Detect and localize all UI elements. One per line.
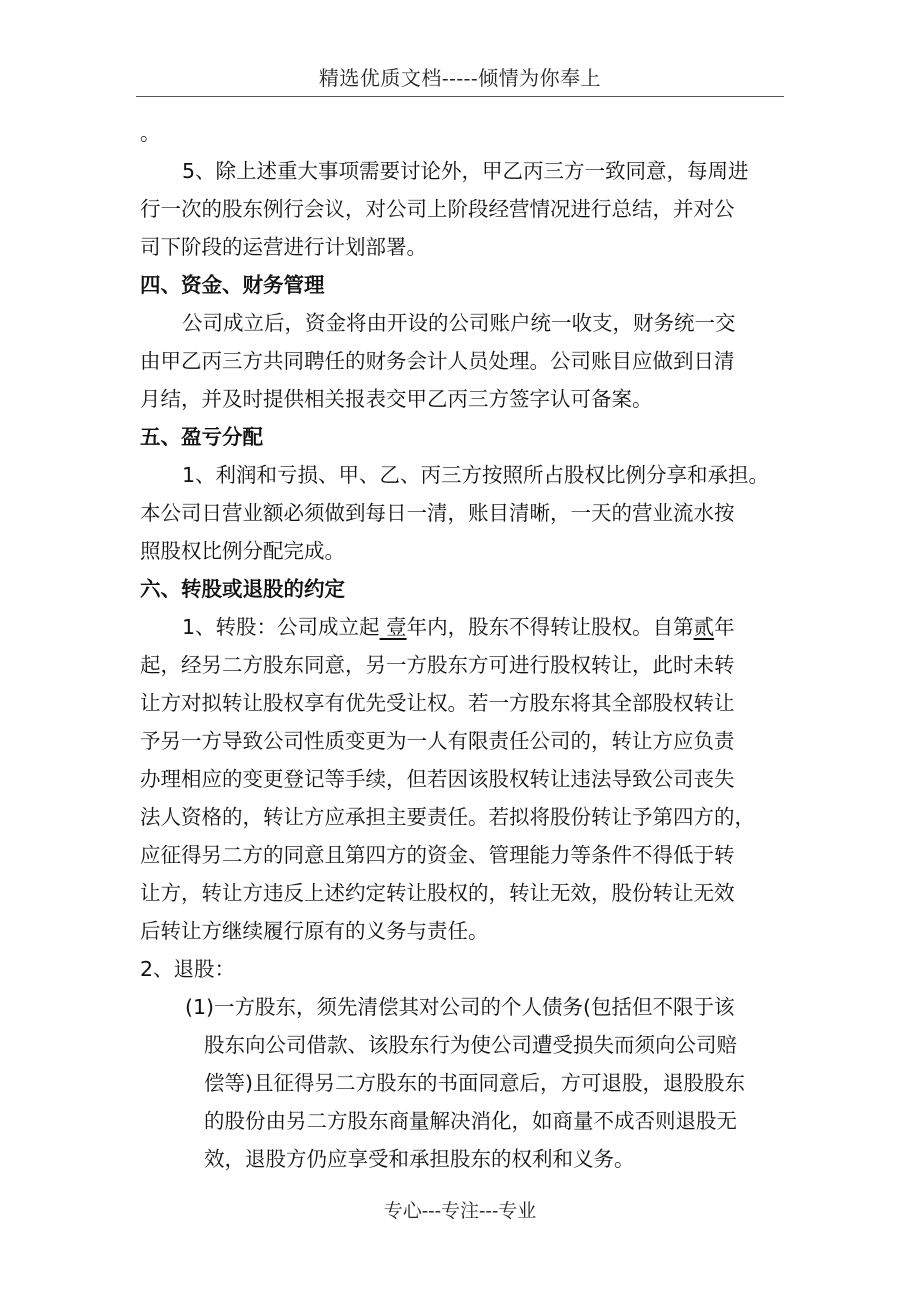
profit-paragraph: 1、利润和亏损、甲、乙、丙三方按照所占股权比例分享和承担。 — [182, 463, 770, 487]
transfer-text: 年 — [714, 615, 735, 639]
text-line: 行一次的股东例行会议，对公司上阶段经营情况进行总结，并对公 — [140, 197, 735, 221]
section-heading-transfer: 六、转股或退股的约定 — [140, 577, 345, 601]
text-line: 照股权比例分配完成。 — [140, 539, 345, 563]
underlined-year-one: 壹 — [379, 615, 407, 639]
transfer-clause-line — [140, 608, 785, 646]
withdrawal-heading: 2、退股： — [140, 957, 236, 981]
text-line: 后转让方继续履行原有的义务与责任。 — [140, 919, 489, 943]
text-line: 让方，转让方违反上述约定转让股权的，转让无效，股份转让无效 — [140, 881, 735, 905]
text-line: 予另一方导致公司性质变更为一人有限责任公司的，转让方应负责 — [140, 729, 735, 753]
text-line: 本公司日营业额必须做到每日一清，账目清晰，一天的营业流水按 — [140, 501, 735, 525]
section-heading-profit: 五、盈亏分配 — [140, 425, 263, 449]
text-line: 由甲乙丙三方共同聘任的财务会计人员处理。公司账目应做到日清 — [140, 349, 735, 373]
section-heading-finance: 四、资金、财务管理 — [140, 273, 325, 297]
page-footer: 专心---专注---专业 — [383, 1200, 537, 1222]
text-line: 让方对拟转让股权享有优先受让权。若一方股东将其全部股权转让 — [140, 691, 735, 715]
text-line: 办理相应的变更登记等手续，但若因该股权转让违法导致公司丧失 — [140, 767, 735, 791]
text-line: 股东向公司借款、该股东行为使公司遭受损失而须向公司赔 — [204, 1033, 737, 1057]
document-body — [140, 114, 785, 1178]
text-line: 。 — [140, 121, 161, 145]
finance-paragraph: 公司成立后，资金将由开设的公司账户统一收支，财务统一交 — [182, 311, 736, 335]
transfer-text: 1、转股：公司成立起 — [182, 615, 380, 639]
header-divider — [136, 96, 784, 97]
text-line: 起，经另二方股东同意，另一方股东方可进行股权转让，此时未转 — [140, 653, 735, 677]
text-line: 法人资格的，转让方应承担主要责任。若拟将股份转让予第四方的， — [140, 805, 755, 829]
text-line: 月结，并及时提供相关报表交甲乙丙三方签字认可备案。 — [140, 387, 653, 411]
text-line: 应征得另二方的同意且第四方的资金、管理能力等条件不得低于转 — [140, 843, 735, 867]
transfer-text: 年内，股东不得转让股权。自第 — [406, 615, 694, 639]
text-line: 偿等)且征得另二方股东的书面同意后，方可退股，退股股东 — [204, 1071, 745, 1095]
page-header: 精选优质文档-----倾情为你奉上 — [318, 66, 602, 90]
withdrawal-item-1: (1)一方股东，须先清偿其对公司的个人债务(包括但不限于该 — [185, 995, 735, 1019]
text-line: 效，退股方仍应享受和承担股东的权利和义务。 — [204, 1147, 635, 1171]
text-line: 的股份由另二方股东商量解决消化，如商量不成否则退股无 — [204, 1109, 737, 1133]
text-line: 司下阶段的运营进行计划部署。 — [140, 235, 427, 259]
underlined-year-two: 贰 — [693, 615, 715, 639]
clause-5-text: 5、除上述重大事项需要讨论外，甲乙丙三方一致同意，每周进 — [182, 159, 749, 183]
